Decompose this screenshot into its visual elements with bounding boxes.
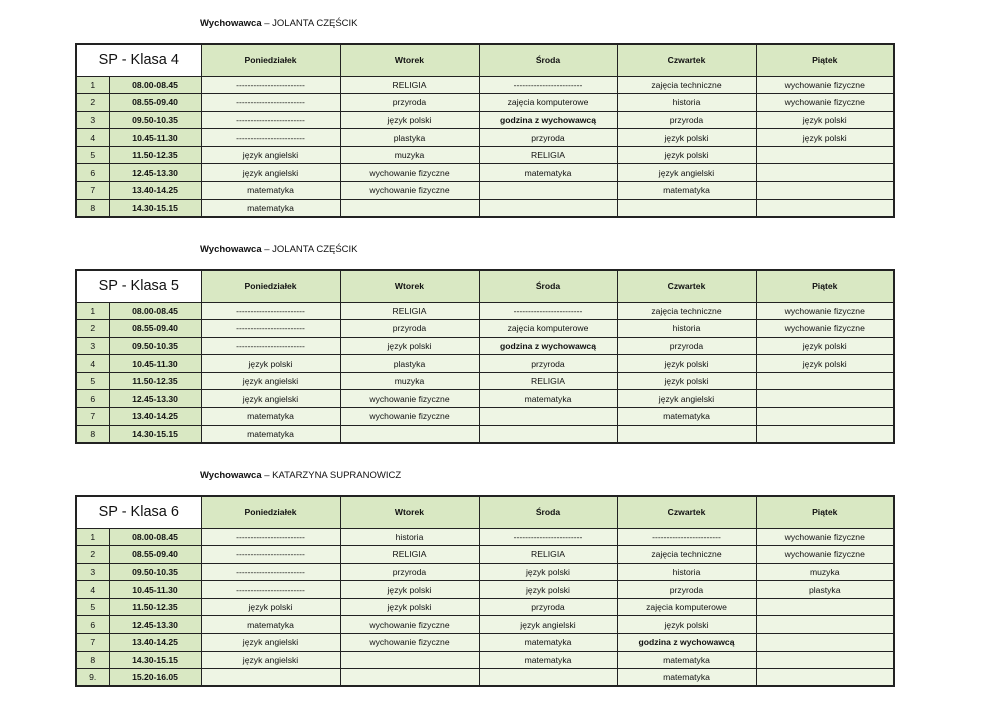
day-header-tuesday: Wtorek <box>340 270 479 302</box>
table-row <box>76 111 894 129</box>
schedule-block-klasa-5 <box>75 240 893 446</box>
lesson-cell: język polski <box>479 563 617 581</box>
lesson-number: 7 <box>76 634 109 652</box>
lesson-cell: zajęcia komputerowe <box>479 320 617 338</box>
lesson-cell: wychowanie fizyczne <box>340 634 479 652</box>
lesson-time: 09.50-10.35 <box>109 111 201 129</box>
lesson-cell: język polski <box>340 598 479 616</box>
lesson-time: 08.00-08.45 <box>109 76 201 94</box>
lesson-cell: wychowanie fizyczne <box>756 76 894 94</box>
table-row <box>76 528 894 546</box>
day-header-monday: Poniedziałek <box>201 270 340 302</box>
lesson-cell: matematyka <box>617 669 756 687</box>
lesson-cell: ------------------------ <box>201 528 340 546</box>
lesson-cell <box>756 616 894 634</box>
lesson-cell <box>479 425 617 443</box>
table-row <box>76 164 894 182</box>
lesson-cell: matematyka <box>201 182 340 200</box>
lesson-cell <box>201 669 340 687</box>
lesson-cell: wychowanie fizyczne <box>340 164 479 182</box>
lesson-time: 10.45-11.30 <box>109 581 201 599</box>
timetable-body <box>76 76 894 217</box>
lesson-cell: godzina z wychowawcą <box>479 111 617 129</box>
lesson-cell: plastyka <box>340 355 479 373</box>
lesson-cell: wychowanie fizyczne <box>756 94 894 112</box>
lesson-cell: ------------------------ <box>201 563 340 581</box>
table-row <box>76 581 894 599</box>
lesson-cell: ------------------------ <box>479 76 617 94</box>
lesson-cell: język polski <box>617 129 756 147</box>
day-header-thursday: Czwartek <box>617 270 756 302</box>
lesson-cell: matematyka <box>201 616 340 634</box>
lesson-cell: przyroda <box>340 563 479 581</box>
lesson-number: 5 <box>76 146 109 164</box>
table-row <box>76 372 894 390</box>
timetable-body <box>76 302 894 443</box>
lesson-number: 2 <box>76 94 109 112</box>
lesson-number: 3 <box>76 563 109 581</box>
lesson-time: 08.55-09.40 <box>109 546 201 564</box>
lesson-cell: język angielski <box>201 372 340 390</box>
lesson-number: 6 <box>76 616 109 634</box>
lesson-cell: wychowanie fizyczne <box>340 182 479 200</box>
table-row <box>76 598 894 616</box>
lesson-time: 13.40-14.25 <box>109 634 201 652</box>
lesson-time: 12.45-13.30 <box>109 616 201 634</box>
lesson-number: 8 <box>76 651 109 669</box>
lesson-number: 4 <box>76 581 109 599</box>
lesson-cell: RELIGIA <box>340 302 479 320</box>
lesson-cell: zajęcia techniczne <box>617 302 756 320</box>
lesson-cell: ------------------------ <box>479 302 617 320</box>
lesson-cell: przyroda <box>617 581 756 599</box>
lesson-cell <box>756 408 894 426</box>
lesson-cell: przyroda <box>617 111 756 129</box>
lesson-cell: język angielski <box>617 164 756 182</box>
teacher-label: Wychowawca <box>200 244 262 255</box>
day-header-wednesday: Środa <box>479 270 617 302</box>
day-header-tuesday: Wtorek <box>340 496 479 528</box>
lesson-time: 13.40-14.25 <box>109 408 201 426</box>
lesson-cell: język angielski <box>617 390 756 408</box>
table-row <box>76 199 894 217</box>
lesson-cell: ------------------------ <box>201 302 340 320</box>
table-row <box>76 563 894 581</box>
lesson-cell <box>340 425 479 443</box>
lesson-cell: RELIGIA <box>479 546 617 564</box>
lesson-cell: język angielski <box>201 164 340 182</box>
lesson-cell: ------------------------ <box>201 94 340 112</box>
lesson-cell <box>617 425 756 443</box>
lesson-number: 1 <box>76 302 109 320</box>
lesson-cell: muzyka <box>340 372 479 390</box>
lesson-number: 3 <box>76 337 109 355</box>
schedule-block-klasa-4 <box>75 14 893 220</box>
lesson-cell: historia <box>617 320 756 338</box>
table-row <box>76 129 894 147</box>
lesson-number: 1 <box>76 528 109 546</box>
lesson-number: 2 <box>76 320 109 338</box>
lesson-cell: język polski <box>617 372 756 390</box>
day-header-friday: Piątek <box>756 44 894 76</box>
table-row <box>76 408 894 426</box>
lesson-cell: ------------------------ <box>201 337 340 355</box>
lesson-cell <box>340 651 479 669</box>
lesson-cell <box>617 199 756 217</box>
lesson-cell: język angielski <box>201 651 340 669</box>
lesson-cell: historia <box>340 528 479 546</box>
lesson-cell: wychowanie fizyczne <box>340 408 479 426</box>
lesson-number: 4 <box>76 129 109 147</box>
lesson-cell: RELIGIA <box>340 546 479 564</box>
lesson-time: 11.50-12.35 <box>109 146 201 164</box>
teacher-line <box>200 18 358 29</box>
lesson-cell: ------------------------ <box>201 129 340 147</box>
lesson-cell <box>756 164 894 182</box>
day-header-friday: Piątek <box>756 270 894 302</box>
lesson-cell: język angielski <box>201 390 340 408</box>
lesson-cell: matematyka <box>201 199 340 217</box>
lesson-cell <box>756 372 894 390</box>
lesson-cell: ------------------------ <box>201 546 340 564</box>
teacher-line <box>200 470 401 481</box>
timetable-klasa-5 <box>75 269 895 444</box>
lesson-cell: ------------------------ <box>201 581 340 599</box>
lesson-cell: ------------------------ <box>201 76 340 94</box>
lesson-cell: ------------------------ <box>201 320 340 338</box>
day-header-tuesday: Wtorek <box>340 44 479 76</box>
lesson-number: 5 <box>76 598 109 616</box>
lesson-cell: język polski <box>617 146 756 164</box>
lesson-cell: muzyka <box>340 146 479 164</box>
teacher-label: Wychowawca <box>200 470 262 481</box>
lesson-cell: ------------------------ <box>617 528 756 546</box>
lesson-cell <box>479 669 617 687</box>
lesson-cell <box>340 669 479 687</box>
lesson-cell: wychowanie fizyczne <box>756 302 894 320</box>
lesson-cell: wychowanie fizyczne <box>756 546 894 564</box>
lesson-cell: wychowanie fizyczne <box>340 616 479 634</box>
table-row <box>76 302 894 320</box>
lesson-number: 2 <box>76 546 109 564</box>
lesson-cell <box>756 598 894 616</box>
lesson-cell <box>756 425 894 443</box>
lesson-cell: plastyka <box>756 581 894 599</box>
lesson-cell: język polski <box>617 355 756 373</box>
lesson-time: 14.30-15.15 <box>109 199 201 217</box>
header-row <box>76 270 894 302</box>
lesson-cell: język polski <box>340 337 479 355</box>
lesson-time: 14.30-15.15 <box>109 651 201 669</box>
lesson-cell: język polski <box>201 355 340 373</box>
lesson-cell: matematyka <box>479 651 617 669</box>
timetable-body <box>76 528 894 686</box>
teacher-separator: – <box>261 470 273 481</box>
lesson-cell: język polski <box>756 129 894 147</box>
lesson-cell: wychowanie fizyczne <box>340 390 479 408</box>
table-row <box>76 320 894 338</box>
lesson-cell <box>756 182 894 200</box>
lesson-cell: matematyka <box>617 651 756 669</box>
lesson-time: 08.00-08.45 <box>109 302 201 320</box>
lesson-time: 08.55-09.40 <box>109 94 201 112</box>
lesson-cell: ------------------------ <box>479 528 617 546</box>
lesson-time: 14.30-15.15 <box>109 425 201 443</box>
lesson-cell: matematyka <box>479 164 617 182</box>
teacher-name: KATARZYNA SUPRANOWICZ <box>272 470 402 481</box>
lesson-cell: historia <box>617 94 756 112</box>
header-row <box>76 44 894 76</box>
table-row <box>76 337 894 355</box>
table-row <box>76 355 894 373</box>
day-header-monday: Poniedziałek <box>201 44 340 76</box>
lesson-cell: język polski <box>479 581 617 599</box>
day-header-monday: Poniedziałek <box>201 496 340 528</box>
lesson-number: 4 <box>76 355 109 373</box>
class-name: SP - Klasa 4 <box>76 44 201 76</box>
lesson-cell: godzina z wychowawcą <box>617 634 756 652</box>
lesson-cell: plastyka <box>340 129 479 147</box>
lesson-cell: RELIGIA <box>479 372 617 390</box>
lesson-cell: historia <box>617 563 756 581</box>
teacher-separator: – <box>261 18 273 29</box>
table-row <box>76 146 894 164</box>
table-row <box>76 390 894 408</box>
lesson-number: 3 <box>76 111 109 129</box>
lesson-cell: język angielski <box>479 616 617 634</box>
table-row <box>76 651 894 669</box>
teacher-name: JOLANTA CZĘŚCIK <box>272 244 358 255</box>
lesson-number: 8 <box>76 425 109 443</box>
lesson-cell: język polski <box>201 598 340 616</box>
class-name: SP - Klasa 5 <box>76 270 201 302</box>
table-row <box>76 616 894 634</box>
teacher-label: Wychowawca <box>200 18 262 29</box>
lesson-time: 13.40-14.25 <box>109 182 201 200</box>
day-header-thursday: Czwartek <box>617 496 756 528</box>
lesson-number: 7 <box>76 408 109 426</box>
lesson-cell <box>479 182 617 200</box>
lesson-cell: język polski <box>756 355 894 373</box>
lesson-cell: język polski <box>340 581 479 599</box>
lesson-cell: język polski <box>617 616 756 634</box>
lesson-number: 5 <box>76 372 109 390</box>
lesson-cell: przyroda <box>340 94 479 112</box>
lesson-cell: matematyka <box>617 408 756 426</box>
lesson-cell <box>756 390 894 408</box>
lesson-cell: język polski <box>756 111 894 129</box>
lesson-cell <box>756 669 894 687</box>
lesson-cell <box>756 634 894 652</box>
lesson-cell <box>479 199 617 217</box>
table-row <box>76 76 894 94</box>
teacher-name: JOLANTA CZĘŚCIK <box>272 18 358 29</box>
teacher-separator: – <box>261 244 273 255</box>
header-row <box>76 496 894 528</box>
lesson-cell: matematyka <box>479 634 617 652</box>
lesson-cell: język polski <box>756 337 894 355</box>
timetable-klasa-4 <box>75 43 895 218</box>
lesson-cell: matematyka <box>201 425 340 443</box>
lesson-time: 12.45-13.30 <box>109 164 201 182</box>
lesson-time: 12.45-13.30 <box>109 390 201 408</box>
lesson-cell <box>756 146 894 164</box>
lesson-cell <box>479 408 617 426</box>
table-row <box>76 182 894 200</box>
lesson-cell: przyroda <box>479 598 617 616</box>
table-row <box>76 669 894 687</box>
table-row <box>76 634 894 652</box>
lesson-cell: zajęcia techniczne <box>617 546 756 564</box>
lesson-cell: matematyka <box>201 408 340 426</box>
lesson-number: 6 <box>76 164 109 182</box>
lesson-cell: muzyka <box>756 563 894 581</box>
lesson-time: 15.20-16.05 <box>109 669 201 687</box>
day-header-wednesday: Środa <box>479 44 617 76</box>
lesson-cell: przyroda <box>617 337 756 355</box>
lesson-cell: przyroda <box>479 355 617 373</box>
lesson-cell: zajęcia komputerowe <box>479 94 617 112</box>
lesson-time: 09.50-10.35 <box>109 337 201 355</box>
lesson-number: 6 <box>76 390 109 408</box>
class-name: SP - Klasa 6 <box>76 496 201 528</box>
lesson-cell: matematyka <box>617 182 756 200</box>
lesson-time: 09.50-10.35 <box>109 563 201 581</box>
timetable-klasa-6 <box>75 495 895 687</box>
table-row <box>76 94 894 112</box>
lesson-time: 11.50-12.35 <box>109 598 201 616</box>
lesson-cell: język angielski <box>201 634 340 652</box>
lesson-cell: matematyka <box>479 390 617 408</box>
lesson-cell: ------------------------ <box>201 111 340 129</box>
lesson-time: 08.00-08.45 <box>109 528 201 546</box>
lesson-time: 11.50-12.35 <box>109 372 201 390</box>
lesson-number: 8 <box>76 199 109 217</box>
lesson-number: 7 <box>76 182 109 200</box>
lesson-time: 10.45-11.30 <box>109 129 201 147</box>
lesson-cell: przyroda <box>479 129 617 147</box>
lesson-time: 10.45-11.30 <box>109 355 201 373</box>
table-row <box>76 546 894 564</box>
lesson-cell: język angielski <box>201 146 340 164</box>
lesson-cell: zajęcia komputerowe <box>617 598 756 616</box>
lesson-cell <box>756 199 894 217</box>
lesson-cell: RELIGIA <box>479 146 617 164</box>
teacher-line <box>200 244 358 255</box>
day-header-thursday: Czwartek <box>617 44 756 76</box>
lesson-cell: zajęcia techniczne <box>617 76 756 94</box>
lesson-cell: RELIGIA <box>340 76 479 94</box>
lesson-number: 9. <box>76 669 109 687</box>
lesson-cell <box>340 199 479 217</box>
lesson-cell: godzina z wychowawcą <box>479 337 617 355</box>
day-header-friday: Piątek <box>756 496 894 528</box>
table-row <box>76 425 894 443</box>
lesson-cell <box>756 651 894 669</box>
lesson-cell: język polski <box>340 111 479 129</box>
lesson-number: 1 <box>76 76 109 94</box>
lesson-cell: wychowanie fizyczne <box>756 320 894 338</box>
lesson-cell: wychowanie fizyczne <box>756 528 894 546</box>
lesson-cell: przyroda <box>340 320 479 338</box>
lesson-time: 08.55-09.40 <box>109 320 201 338</box>
day-header-wednesday: Środa <box>479 496 617 528</box>
schedule-block-klasa-6 <box>75 466 893 690</box>
